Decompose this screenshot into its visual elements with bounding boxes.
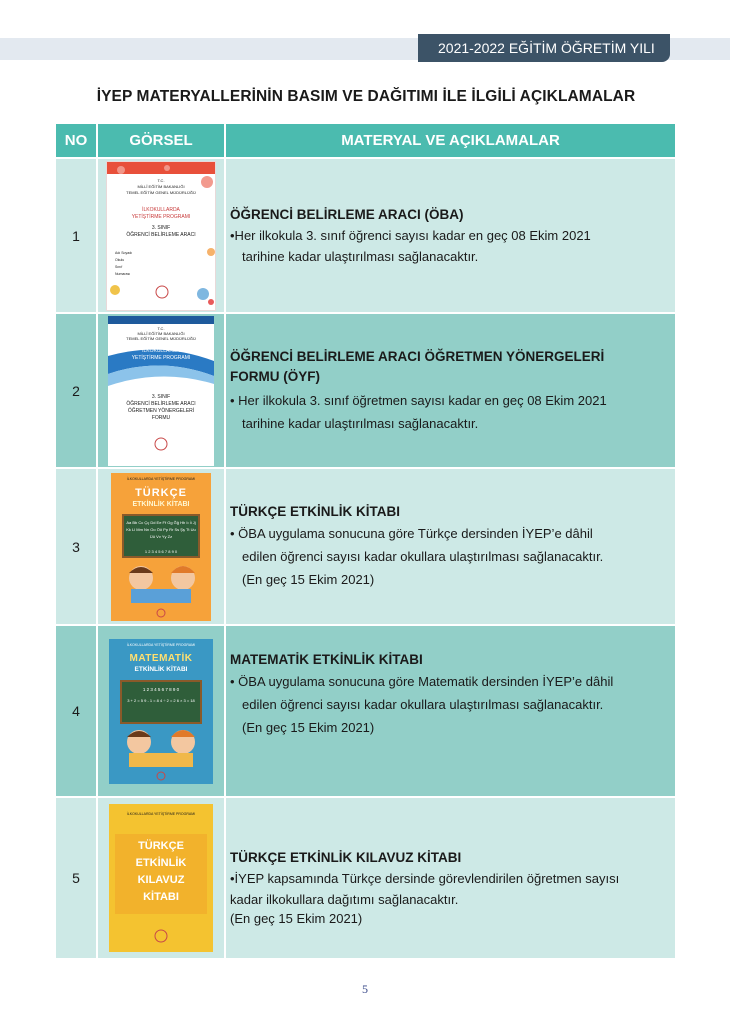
description-cell (226, 314, 675, 467)
cover-line-2: YETİŞTİRME PROGRAMI (131, 213, 191, 220)
item-title: ÖĞRENCİ BELİRLEME ARACI (ÖBA) (230, 206, 464, 222)
cover-title-2: ETKİNLİK (135, 857, 187, 869)
cover-line-3: 3. SINIF (151, 393, 171, 400)
cover-line-3: 3. SINIF (151, 224, 171, 231)
image-cell (98, 626, 226, 796)
table-row (56, 796, 675, 958)
year-label: 2021-2022 EĞİTİM ÖĞRETİM YILI (418, 34, 670, 62)
description-cell (226, 469, 675, 624)
table-header (56, 124, 675, 157)
cover-title-4: KİTABI (143, 891, 179, 903)
item-title: MATEMATİK ETKİNLİK KİTABI (230, 652, 423, 667)
image-cell (98, 314, 226, 467)
cover-line-6: FORMU (151, 414, 171, 421)
table-row (56, 157, 675, 312)
kilavuz-cover-image (109, 804, 213, 952)
cover-org-2: MİLLÎ EĞİTİM BAKANLIĞI (137, 183, 185, 189)
cover-program: İLKOKULLARDA YETİŞTİRME PROGRAMI (126, 642, 196, 647)
item-title: FORMU (ÖYF) (230, 368, 320, 384)
cover-title-1: MATEMATİK (129, 652, 193, 664)
row-number: 5 (56, 798, 98, 958)
item-line: • Her ilkokula 3. sınıf öğretmen sayısı kadar en geç 08 Ekim 2021 (230, 392, 607, 408)
cover-program: İLKOKULLARDA YETİŞTİRME PROGRAMI (126, 476, 196, 481)
oyf-cover-image (108, 316, 214, 466)
table-row (56, 312, 675, 467)
header-image: GÖRSEL (98, 124, 226, 157)
image-cell (98, 159, 226, 312)
description-cell (226, 798, 675, 958)
item-line: edilen öğrenci sayısı kadar okullara ulaştırılması sağlanacaktır. (242, 549, 604, 564)
turkce-cover-image (111, 473, 211, 621)
item-line: (En geç 15 Ekim 2021) (242, 572, 375, 587)
item-line: kadar ilkokullara dağıtımı sağlanacaktır. (230, 892, 459, 907)
item-line: • ÖBA uygulama sonucuna göre Türkçe dersinden İYEP’e dâhil (230, 526, 593, 541)
cover-org-3: TEMEL EĞİTİM GENEL MÜDÜRLÜĞÜ (126, 189, 196, 195)
cover-org-1: T.C. (157, 325, 165, 331)
image-cell (98, 469, 226, 624)
description-cell (226, 159, 675, 312)
item-line: •Her ilkokula 3. sınıf öğrenci sayısı kadar en geç 08 Ekim 2021 (230, 227, 591, 243)
cover-line-1: İLKOKULLARDA (142, 347, 180, 354)
item-line: tarihine kadar ulaştırılması sağlanacaktır. (242, 415, 479, 431)
item-line: •İYEP kapsamında Türkçe dersinde görevlendirilen öğretmen sayısı (230, 871, 620, 886)
cover-fields: Adı Soyadı Okulu Sınıf Numarası (115, 250, 133, 276)
header-description: MATERYAL VE AÇIKLAMALAR (226, 124, 675, 157)
cover-org-1: T.C. (157, 177, 165, 183)
item-line: tarihine kadar ulaştırılması sağlanacaktır. (242, 248, 479, 264)
materials-table (56, 124, 675, 958)
item-title: ÖĞRENCİ BELİRLEME ARACI ÖĞRETMEN YÖNERGELERİ (230, 348, 605, 364)
cover-org-3: TEMEL EĞİTİM GENEL MÜDÜRLÜĞÜ (126, 335, 196, 341)
cover-title-1: TÜRKÇE (135, 486, 187, 499)
cover-board-letters: Aa Bb Cc Çç Dd Ee Ff Gg Ğğ Hh Iı İi Jj Kk Ll Mm Nn Oo Öö Pp Rr Ss Şş Tt Uu Üü Vv Yy Zz (126, 519, 196, 539)
table-row (56, 467, 675, 624)
cover-line-5: ÖĞRETMEN YÖNERGELERİ (127, 407, 195, 414)
row-number: 4 (56, 626, 98, 796)
image-cell (98, 798, 226, 958)
item-title: TÜRKÇE ETKİNLİK KILAVUZ KİTABI (230, 850, 462, 865)
cover-line-1: İLKOKULLARDA (142, 206, 180, 213)
cover-title-1: TÜRKÇE (138, 840, 184, 852)
cover-board-ops: 3 + 2 = 5 9 - 1 = 8 4 ÷ 2 = 2 6 × 3 = 18 (127, 697, 195, 703)
page-title: İYEP MATERYALLERİNİN BASIM VE DAĞITIMI İLE İLGİLİ AÇIKLAMALAR (96, 88, 636, 105)
cover-line-2: YETİŞTİRME PROGRAMI (131, 354, 191, 361)
cover-org-2: MİLLÎ EĞİTİM BAKANLIĞI (137, 330, 185, 336)
row-number: 3 (56, 469, 98, 624)
oba-cover-image (106, 161, 216, 311)
cover-title-2: ETKİNLİK KİTABI (132, 500, 190, 508)
cover-line-4: ÖĞRENCİ BELİRLEME ARACI (126, 231, 196, 238)
cover-program: İLKOKULLARDA YETİŞTİRME PROGRAMI (126, 812, 196, 816)
header-no: NO (56, 124, 98, 157)
cover-board-numbers: 1 2 3 4 5 6 7 8 9 0 (144, 548, 178, 554)
row-number: 2 (56, 314, 98, 467)
item-line: (En geç 15 Ekim 2021) (230, 911, 363, 926)
table-row (56, 624, 675, 796)
item-line: • ÖBA uygulama sonucuna göre Matematik dersinden İYEP’e dâhil (230, 674, 614, 689)
cover-title-3: KILAVUZ (137, 874, 185, 886)
cover-board-numbers: 1 2 3 4 5 6 7 8 9 0 (142, 686, 180, 692)
cover-line-4: ÖĞRENCİ BELİRLEME ARACI (126, 400, 196, 407)
description-cell (226, 626, 675, 796)
item-title: TÜRKÇE ETKİNLİK KİTABI (230, 504, 400, 519)
row-number: 1 (56, 159, 98, 312)
cover-title-2: ETKİNLİK KİTABI (134, 665, 188, 673)
page-number: 5 (362, 982, 368, 996)
matematik-cover-image (109, 639, 213, 784)
item-line: (En geç 15 Ekim 2021) (242, 720, 375, 735)
item-line: edilen öğrenci sayısı kadar okullara ulaştırılması sağlanacaktır. (242, 697, 604, 712)
